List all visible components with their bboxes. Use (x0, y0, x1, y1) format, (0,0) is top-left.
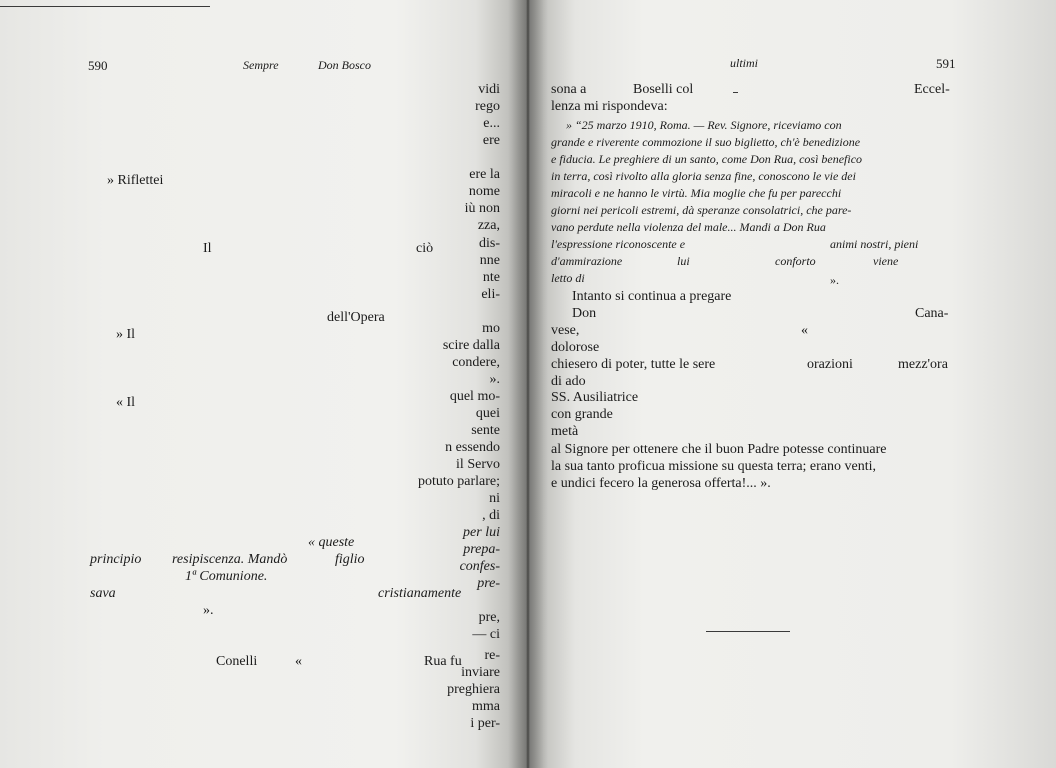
fragment-principio: principio (90, 552, 142, 567)
fragment-dell-opera: dell'Opera (327, 310, 385, 325)
left-column-fragment: condere, (452, 355, 500, 370)
left-column-fragment: inviare (461, 665, 500, 680)
letter-line-6: giorni nei pericoli estremi, dà speranze consolatrici, che pare- (551, 203, 852, 217)
left-column-fragment: eli- (481, 287, 500, 302)
body-chiesero: chiesero di poter, tutte le sere (551, 357, 716, 372)
book-gutter (508, 0, 548, 768)
left-column-fragment: quei (475, 406, 500, 421)
letter-conforto: conforto (775, 254, 816, 268)
letter-letto: letto di (551, 271, 585, 285)
left-column-fragment: rego (475, 99, 500, 114)
body-intanto: Intanto si continua a pregare (572, 289, 732, 304)
fragment-il-3: « Il (116, 395, 136, 410)
left-column-fragment: nome (468, 184, 500, 199)
letter-line-1: » “25 marzo 1910, Roma. — Rev. Signore, riceviamo con (566, 118, 842, 132)
left-column-fragment: , di (482, 508, 500, 523)
left-column-fragment: ». (489, 372, 500, 387)
fragment-resipiscenza: resipiscenza. Mandò (172, 552, 288, 567)
fragment-open-quote: « (295, 654, 302, 669)
right-page-number: 591 (936, 56, 956, 71)
end-rule (706, 631, 790, 632)
letter-line-7: vano perdute nella violenza del male... Mandi a Don Rua (551, 220, 826, 234)
left-column-fragment: quel mo- (449, 389, 500, 404)
left-column-fragment: vidi (478, 82, 500, 97)
body-last-3: e undici fecero la generosa offerta!... ». (551, 476, 771, 491)
letter-espressione: l'espressione riconoscente e (551, 237, 686, 251)
letter-animi: animi nostri, pieni (830, 237, 919, 251)
left-column-fragment: nte (482, 270, 500, 285)
left-column-fragment: pre, (478, 610, 500, 625)
right-page (528, 0, 1056, 768)
line-2: lenza mi rispondeva: (551, 99, 668, 114)
left-running-head-1: Sempre (243, 58, 279, 72)
left-column-fragment: pre- (477, 576, 500, 591)
left-column-fragment: dis- (479, 236, 500, 251)
line-1-a: sona a (551, 82, 587, 97)
left-column-fragment: il Servo (456, 457, 500, 472)
left-column-fragment: i per- (470, 716, 500, 731)
left-column-fragment: zza, (477, 218, 500, 233)
body-don: Don (572, 306, 597, 321)
left-column-fragment: scire dalla (442, 338, 500, 353)
fragment-sava: sava (90, 586, 116, 601)
left-column-fragment: re- (484, 648, 500, 663)
body-dolorose: dolorose (551, 340, 600, 355)
letter-ammirazione: d'ammirazione (551, 254, 623, 268)
left-column-fragment: ere la (469, 167, 500, 182)
fragment-il: Il (203, 241, 212, 256)
letter-line-2: grande e riverente commozione il suo biglietto, ch'è benedizione (551, 135, 861, 149)
fragment-figlio: figlio (335, 552, 365, 567)
left-column-fragment: ni (489, 491, 500, 506)
ink-mark (733, 92, 738, 93)
letter-line-3: e fiducia. Le preghiere di un santo, come Don Rua, così benefico (551, 152, 863, 166)
fragment-conelli: Conelli (216, 654, 258, 669)
left-column-fragment: mo (482, 321, 500, 336)
left-column-fragment: e... (483, 116, 500, 131)
fragment-queste: « queste (308, 535, 355, 550)
body-di-ado: di ado (551, 374, 586, 389)
left-column-fragment: preghiera (447, 682, 500, 697)
letter-line-5: miracoli e ne hanno le virtù. Mia moglie che fu per parecchi (551, 186, 842, 200)
body-last-1: al Signore per ottenere che il buon Padre potesse continuare (551, 442, 887, 457)
fragment-cio: ciò (416, 241, 434, 256)
left-column-fragment: sente (471, 423, 500, 438)
letter-line-4: in terra, così rivolto alla gloria senza fine, conoscono le vie dei (551, 169, 856, 183)
body-ausiliatrice: SS. Ausiliatrice (551, 390, 639, 405)
left-column-fragment: mma (472, 699, 500, 714)
right-running-head: ultimi (730, 56, 759, 70)
body-last-2: la sua tanto proficua missione su questa terra; erano venti, (551, 459, 877, 474)
fragment-il-2: » Il (116, 327, 136, 342)
left-column-fragment: — ci (472, 627, 500, 642)
left-column-fragment: confes- (459, 559, 500, 574)
left-column-fragment: per lui (463, 525, 500, 540)
fragment-riflettei: » Riflettei (107, 173, 164, 188)
body-orazioni: orazioni (807, 357, 853, 372)
left-column-fragment: ere (482, 133, 500, 148)
line-1-c: Eccel- (914, 82, 950, 97)
fragment-comunione: 1ª Comunione. (185, 569, 268, 584)
fragment-cristianamente: cristianamente (378, 586, 462, 601)
body-mezzora: mezz'ora (898, 357, 948, 372)
letter-lui: lui (677, 254, 690, 268)
letter-viene: viene (873, 254, 899, 268)
fragment-rua-fu: Rua fu (424, 654, 462, 669)
body-meta: metà (551, 424, 579, 439)
left-page-number: 590 (88, 58, 108, 73)
body-cana: Cana- (915, 306, 949, 321)
left-column-fragment: prepa- (463, 542, 500, 557)
left-column-fragment: iù non (464, 201, 500, 216)
left-running-head-2: Don Bosco (318, 58, 371, 72)
left-column-fragment: nne (479, 253, 500, 268)
fragment-close-quote: ». (203, 603, 214, 618)
scan-edge-line (0, 6, 210, 7)
left-column-fragment: n essendo (445, 440, 500, 455)
letter-close: ». (830, 273, 839, 287)
body-con-grande: con grande (551, 407, 613, 422)
body-open-quote: « (801, 323, 808, 338)
line-1-b: Boselli col (633, 82, 694, 97)
left-column-fragment: potuto parlare; (417, 474, 500, 489)
body-vese: vese, (551, 323, 580, 338)
